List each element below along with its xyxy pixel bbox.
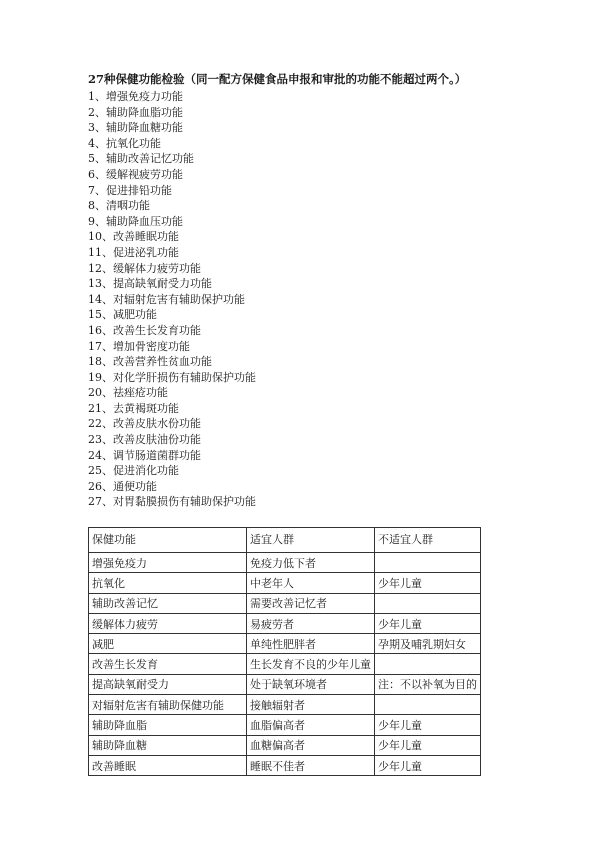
list-item: 3、辅助降血糖功能: [88, 121, 183, 135]
table-row: [89, 573, 481, 593]
table-cell: 改善生长发育: [89, 654, 247, 674]
list-item: 7、促进排铅功能: [88, 183, 172, 197]
list-item: 25、促进消化功能: [88, 464, 179, 478]
table-row: [89, 634, 481, 654]
list-item: 12、缓解体力疲劳功能: [88, 261, 201, 275]
function-population-table: [88, 527, 481, 776]
table-cell: 辅助改善记忆: [89, 593, 247, 613]
list-item: 21、去黄褐斑功能: [88, 401, 179, 415]
page-title: 27种保健功能检验（同一配方保健食品申报和审批的功能不能超过两个。）: [88, 72, 467, 86]
list-item: 4、抗氧化功能: [88, 136, 161, 150]
table-cell: [375, 654, 481, 674]
table-cell: 处于缺氧环境者: [247, 674, 375, 694]
table-cell: 缓解体力疲劳: [89, 613, 247, 633]
table-cell: 中老年人: [247, 573, 375, 593]
table-cell: [375, 553, 481, 573]
table-row: [89, 613, 481, 633]
list-item: 11、促进泌乳功能: [88, 245, 179, 259]
list-item: 14、对辐射危害有辅助保护功能: [88, 292, 245, 306]
table-cell: 少年儿童: [375, 613, 481, 633]
table-cell: 辅助降血糖: [89, 735, 247, 755]
table-cell: 生长发育不良的少年儿童: [247, 654, 375, 674]
table-cell: 易疲劳者: [247, 613, 375, 633]
header-cell-function: 保健功能: [89, 528, 247, 553]
table-cell: 对辐射危害有辅助保健功能: [89, 695, 247, 715]
table-row: [89, 674, 481, 694]
table-cell: 提高缺氧耐受力: [89, 674, 247, 694]
table-cell: 接触辐射者: [247, 695, 375, 715]
list-item: 9、辅助降血压功能: [88, 214, 183, 228]
table-row: [89, 755, 481, 775]
table-cell: 孕期及哺乳期妇女: [375, 634, 481, 654]
list-item: 16、改善生长发育功能: [88, 323, 201, 337]
table-row: [89, 715, 481, 735]
list-item: 18、改善营养性贫血功能: [88, 355, 212, 369]
table-cell: 辅助降血脂: [89, 715, 247, 735]
table-row: [89, 654, 481, 674]
table-cell: 少年儿童: [375, 573, 481, 593]
table-row: [89, 553, 481, 573]
list-item: 10、改善睡眠功能: [88, 230, 179, 244]
table-cell: 单纯性肥胖者: [247, 634, 375, 654]
list-item: 13、提高缺氧耐受力功能: [88, 277, 212, 291]
table-cell: 减肥: [89, 634, 247, 654]
function-list: [88, 89, 256, 510]
list-item: 1、增强免疫力功能: [88, 90, 183, 103]
table-cell: 少年儿童: [375, 735, 481, 755]
table-cell: 注：不以补氧为目的: [375, 674, 481, 694]
table-cell: 需要改善记忆者: [247, 593, 375, 613]
table-row: [89, 593, 481, 613]
list-item: 19、对化学肝损伤有辅助保护功能: [88, 370, 256, 384]
list-item: 17、增加骨密度功能: [88, 339, 190, 353]
table-cell: 免疫力低下者: [247, 553, 375, 573]
list-item: 2、辅助降血脂功能: [88, 105, 183, 119]
table-cell: 血糖偏高者: [247, 735, 375, 755]
table-row: [89, 735, 481, 755]
list-item: 24、调节肠道菌群功能: [88, 448, 201, 462]
list-item: 27、对胃黏膜损伤有辅助保护功能: [88, 495, 256, 509]
table-cell: 血脂偏高者: [247, 715, 375, 735]
table-cell: 睡眠不佳者: [247, 755, 375, 775]
header-cell-unsuitable: 不适宜人群: [375, 528, 481, 553]
list-item: 6、缓解视疲劳功能: [88, 167, 183, 181]
list-item: 26、通便功能: [88, 479, 157, 493]
table-header-row: [89, 528, 481, 553]
table-cell: 抗氧化: [89, 573, 247, 593]
list-item: 8、清咽功能: [88, 199, 150, 213]
table-cell: [375, 593, 481, 613]
list-item: 22、改善皮肤水份功能: [88, 417, 201, 431]
list-item: 5、辅助改善记忆功能: [88, 152, 194, 166]
list-item: 20、祛痤疮功能: [88, 386, 168, 400]
table-cell: 增强免疫力: [89, 553, 247, 573]
table-cell: 少年儿童: [375, 755, 481, 775]
table-cell: 改善睡眠: [89, 755, 247, 775]
header-cell-suitable: 适宜人群: [247, 528, 375, 553]
table-cell: [375, 695, 481, 715]
table-row: [89, 695, 481, 715]
table-cell: 少年儿童: [375, 715, 481, 735]
list-item: 15、减肥功能: [88, 308, 157, 322]
list-item: 23、改善皮肤油份功能: [88, 433, 201, 447]
